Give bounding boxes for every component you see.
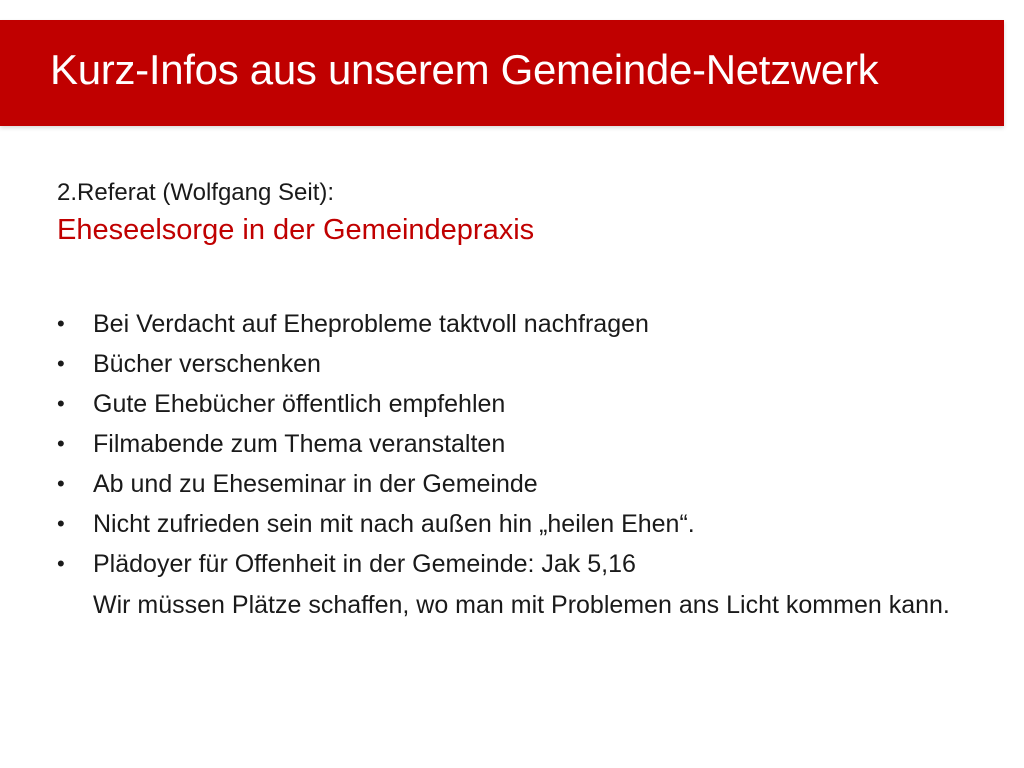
slide-content bbox=[57, 176, 977, 619]
bullet-icon: • bbox=[57, 551, 65, 576]
title-bar bbox=[0, 20, 1004, 126]
list-item bbox=[57, 304, 977, 344]
bullet-icon: • bbox=[57, 511, 65, 536]
list-item-text: Nicht zufrieden sein mit nach außen hin „heilen Ehen“. bbox=[93, 510, 695, 538]
bullet-icon: • bbox=[57, 351, 65, 376]
list-item-continuation: Wir müssen Plätze schaffen, wo man mit Problemen ans Licht kommen kann. bbox=[93, 591, 950, 619]
list-item bbox=[57, 544, 977, 626]
slide-title: Kurz-Infos aus unserem Gemeinde-Netzwerk bbox=[50, 46, 879, 93]
list-item-text: Bei Verdacht auf Eheprobleme taktvoll nachfragen bbox=[93, 310, 649, 338]
list-item-text: Ab und zu Eheseminar in der Gemeinde bbox=[93, 470, 538, 498]
list-item-text: Gute Ehebücher öffentlich empfehlen bbox=[93, 390, 506, 418]
bullet-icon: • bbox=[57, 471, 65, 496]
list-item-text: Plädoyer für Offenheit in der Gemeinde: Jak 5,16 bbox=[93, 550, 636, 578]
bullet-list bbox=[57, 304, 977, 626]
list-item-text: Bücher verschenken bbox=[93, 350, 321, 378]
bullet-icon: • bbox=[57, 311, 65, 336]
list-item bbox=[57, 424, 977, 464]
bullet-icon: • bbox=[57, 391, 65, 416]
list-item-text: Filmabende zum Thema veranstalten bbox=[93, 430, 506, 458]
referat-label: 2.Referat (Wolfgang Seit): bbox=[57, 179, 335, 206]
topic-heading: Eheseelsorge in der Gemeindepraxis bbox=[57, 214, 535, 246]
bullet-icon: • bbox=[57, 431, 65, 456]
list-item bbox=[57, 384, 977, 424]
list-item bbox=[57, 464, 977, 504]
list-item bbox=[57, 344, 977, 384]
list-item bbox=[57, 504, 977, 544]
